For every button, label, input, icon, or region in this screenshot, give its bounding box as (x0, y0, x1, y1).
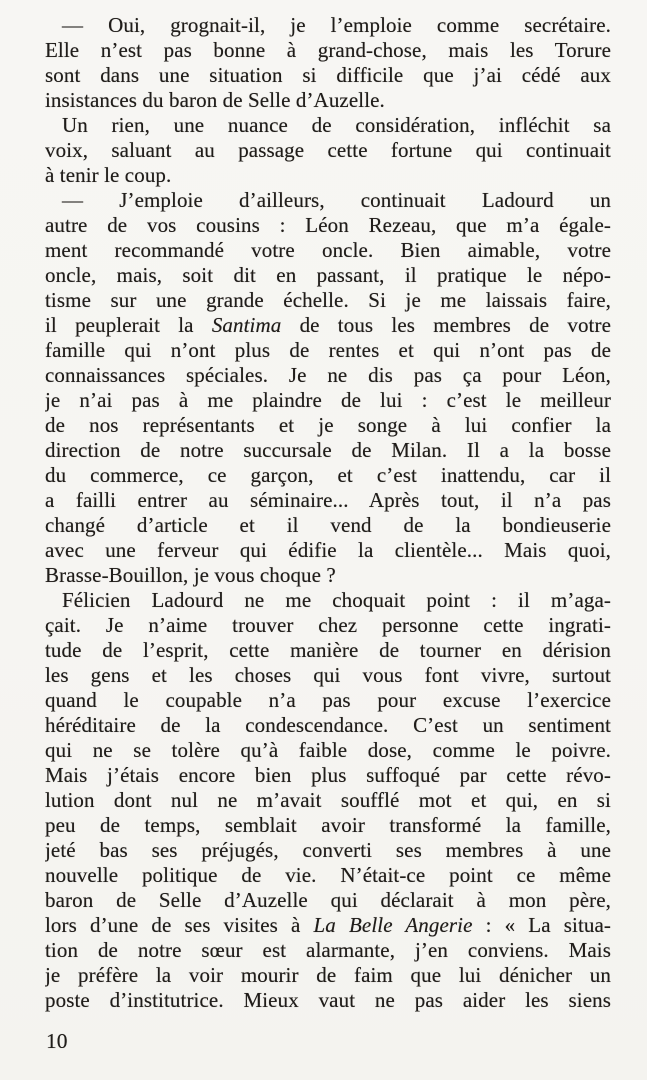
paragraph (45, 113, 611, 188)
body-text: oncle, mais, soit dit en passant, il pratique le népo- (45, 263, 611, 287)
body-text: tion de notre sœur est alarmante, j’en conviens. Mais (45, 938, 611, 962)
text-line (45, 663, 611, 688)
text-line (45, 763, 611, 788)
italic-text: La Belle Angerie (313, 913, 473, 937)
body-text: baron de Selle d’Auzelle qui déclarait à mon père, (45, 888, 611, 912)
text-line (45, 538, 611, 563)
text-line (45, 788, 611, 813)
body-text: voix, saluant au passage cette fortune qui continuait (45, 138, 611, 162)
body-text: avec une ferveur qui édifie la clientèle... Mais quoi, (45, 538, 611, 562)
text-column (45, 13, 611, 1013)
text-line (45, 738, 611, 763)
body-text: qui ne se tolère qu’à faible dose, comme le poivre. (45, 738, 611, 762)
body-text: peu de temps, semblait avoir transformé la famille, (45, 813, 611, 837)
body-text: changé d’article et il vend de la bondieuserie (45, 513, 611, 537)
text-line (45, 438, 611, 463)
text-line (45, 188, 611, 213)
text-line (45, 213, 611, 238)
text-line (45, 938, 611, 963)
text-line (45, 38, 611, 63)
body-text: a failli entrer au séminaire... Après tout, il n’a pas (45, 488, 611, 512)
body-text: Félicien Ladourd ne me choquait point : il m’aga- (62, 588, 611, 612)
text-line (45, 463, 611, 488)
italic-text: Santima (211, 313, 282, 337)
body-text: direction de notre succursale de Milan. Il a la bosse (45, 438, 611, 462)
body-text: — Oui, grognait-il, je l’emploie comme secrétaire. (62, 13, 611, 37)
body-text: lors d’une de ses visites à (45, 913, 314, 937)
text-line (45, 813, 611, 838)
text-line (45, 963, 611, 988)
text-line (45, 163, 611, 188)
text-line (45, 363, 611, 388)
body-text: poste d’institutrice. Mieux vaut ne pas aider les siens (45, 988, 611, 1012)
body-text: Un rien, une nuance de considération, infléchit sa (62, 113, 611, 137)
text-line (45, 688, 611, 713)
paragraph (45, 588, 611, 1013)
body-text: Elle n’est pas bonne à grand-chose, mais les Torure (45, 38, 611, 62)
text-line (45, 863, 611, 888)
body-text: de nos représentants et je songe à lui confier la (45, 413, 611, 437)
text-line (45, 488, 611, 513)
body-text: de tous les membres de votre (281, 313, 611, 337)
text-line (45, 888, 611, 913)
text-line (45, 588, 611, 613)
paragraph (45, 188, 611, 588)
text-line (45, 88, 611, 113)
body-text: lution dont nul ne m’avait soufflé mot et qui, en si (45, 788, 611, 812)
body-text: héréditaire de la condescendance. C’est un sentiment (45, 713, 611, 737)
body-text: connaissances spéciales. Je ne dis pas ça pour Léon, (45, 363, 611, 387)
body-text: autre de vos cousins : Léon Rezeau, que m’a égale- (45, 213, 611, 237)
body-text: du commerce, ce garçon, et c’est inattendu, car il (45, 463, 611, 487)
text-line (45, 13, 611, 38)
text-line (45, 413, 611, 438)
body-text: les gens et les choses qui vous font vivre, surtout (45, 663, 611, 687)
body-text: ment recommandé votre oncle. Bien aimable, votre (45, 238, 611, 262)
body-text: — J’emploie d’ailleurs, continuait Ladourd un (62, 188, 611, 212)
body-text: Mais j’étais encore bien plus suffoqué par cette révo- (45, 763, 611, 787)
paragraph (45, 13, 611, 113)
text-line (45, 138, 611, 163)
text-line (45, 288, 611, 313)
text-line (45, 63, 611, 88)
body-text: tisme sur une grande échelle. Si je me laissais faire, (45, 288, 611, 312)
body-text: : « La situa- (472, 913, 611, 937)
page-number: 10 (46, 1029, 68, 1053)
body-text: insistances du baron de Selle d’Auzelle. (45, 88, 385, 112)
text-line (45, 613, 611, 638)
text-line (45, 513, 611, 538)
text-line (45, 263, 611, 288)
text-line (45, 563, 611, 588)
text-line (45, 113, 611, 138)
text-line (45, 988, 611, 1013)
body-text: je préfère la voir mourir de faim que lui dénicher un (45, 963, 611, 987)
body-text: il peuplerait la (45, 313, 212, 337)
body-text: çait. Je n’aime trouver chez personne cette ingrati- (45, 613, 611, 637)
body-text: Brasse-Bouillon, je vous choque ? (45, 563, 336, 587)
body-text: famille qui n’ont plus de rentes et qui n’ont pas de (45, 338, 611, 362)
body-text: sont dans une situation si difficile que j’ai cédé aux (45, 63, 611, 87)
text-line (45, 913, 611, 938)
body-text: quand le coupable n’a pas pour excuse l’exercice (45, 688, 611, 712)
body-text: à tenir le coup. (45, 163, 172, 187)
body-text: nouvelle politique de vie. N’était-ce point ce même (45, 863, 611, 887)
text-line (45, 388, 611, 413)
text-line (45, 838, 611, 863)
body-text: jeté bas ses préjugés, converti ses membres à une (45, 838, 611, 862)
text-line (45, 638, 611, 663)
text-line (45, 238, 611, 263)
body-text: tude de l’esprit, cette manière de tourner en dérision (45, 638, 611, 662)
text-line (45, 338, 611, 363)
text-line (45, 713, 611, 738)
body-text: je n’ai pas à me plaindre de lui : c’est le meilleur (45, 388, 611, 412)
text-line (45, 313, 611, 338)
